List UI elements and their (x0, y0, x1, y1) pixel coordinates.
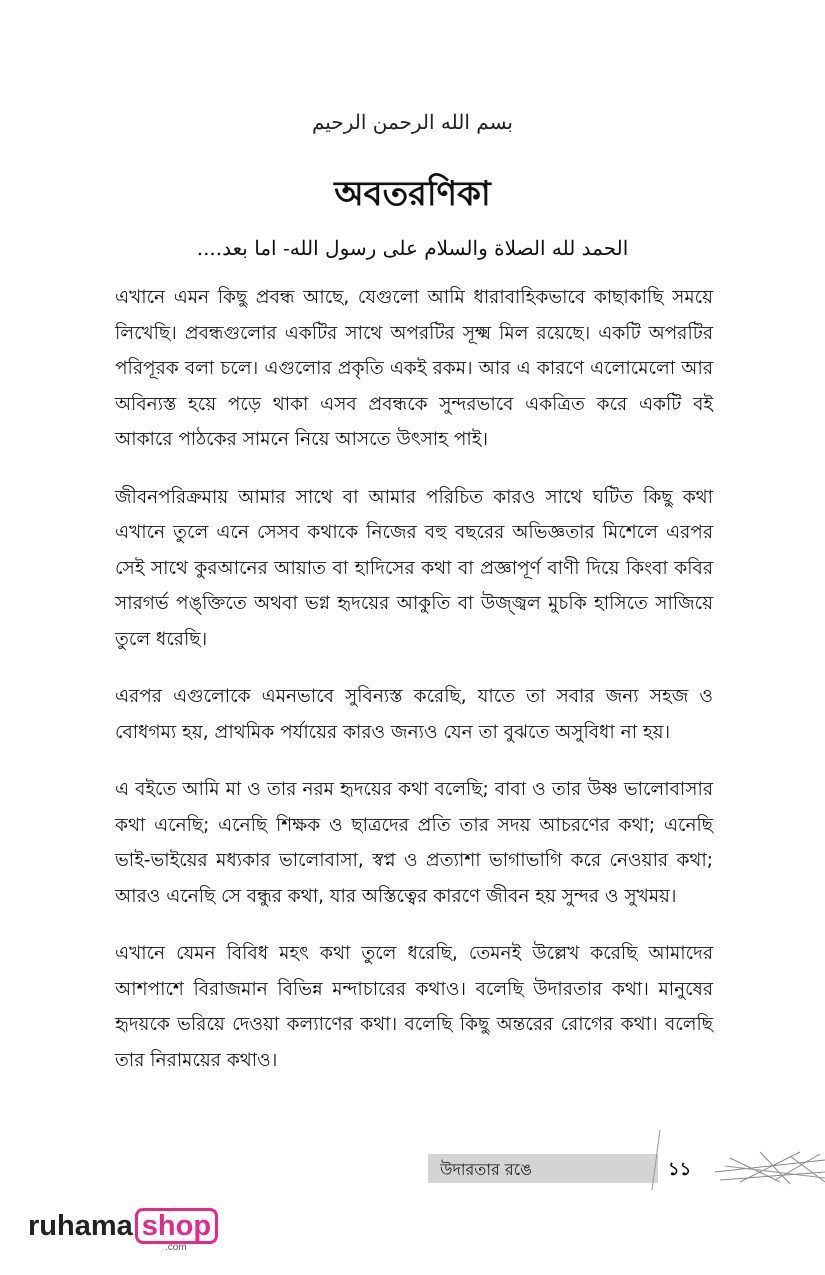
paragraph: এখানে যেমন বিবিধ মহৎ কথা তুলে ধরেছি, তেমনই উল্লেখ করেছি আমাদের আশপাশে বিরাজমান বিভিন্ন মন্দাচারের কথাও। বলেছি উদারতার কথা। মানুষের হৃদয়কে ভরিয়ে দেওয়া কল্যাণের কথা। বলেছি কিছু অন্তরের রোগের কথা। বলেছি তার নিরাময়ের কথাও। (115, 943, 713, 1071)
paragraph: এ বইতে আমি মা ও তার নরম হৃদয়ের কথা বলেছি; বাবা ও তার উষ্ণ ভালোবাসার কথা এনেছি; এনেছি শিক্ষক ও ছাত্রদের প্রতি তার সদয় আচরণের কথা; এনেছি ভাই-ভাইয়ের মধ্যকার ভালোবাসা, স্বপ্ন ও প্রত্যাশা ভাগাভাগি করে নেওয়ার কথা; আরও এনেছি সে বন্ধুর কথা, যার অস্তিত্বের কারণে জীবন হয় সুন্দর ও সুখময়। (115, 779, 713, 907)
paragraph: জীবনপরিক্রমায় আমার সাথে বা আমার পরিচিত কারও সাথে ঘটিত কিছু কথা এখানে তুলে এনে সেসব কথাকে নিজের বহু বছরের অভিজ্ঞতার মিশেলে এরপর সেই সাথে কুরআনের আয়াত বা হাদিসের কথা বা প্রজ্ঞাপূর্ণ বাণী দিয়ে কিংবা কবির সারগর্ভ পঙ্‌ক্তিতে অথবা ভগ্ন হৃদয়ের আকুতি বা উজ্জ্বল মুচকি হাসিতে সাজিয়ে তুলে ধরেছি। (115, 486, 713, 650)
page-number: ১১ (668, 1159, 692, 1180)
body-text (115, 280, 713, 1100)
chapter-title: অবতরণিকা (334, 174, 491, 214)
decorative-lines-icon (640, 1130, 825, 1200)
paragraph: এখানে এমন কিছু প্রবন্ধ আছে, যেগুলো আমি ধারাবাহিকভাবে কাছাকাছি সময়ে লিখেছি। প্রবন্ধগুলোর একটির সাথে অপরটির সূক্ষ্ম মিল রয়েছে। একটি অপরটির পরিপূরক বলা চলে। এগুলোর প্রকৃতি একই রকম। আর এ কারণে এলোমেলো আর অবিন্যস্ত হয়ে পড়ে থাকা এসব প্রবন্ধকে সুন্দরভাবে একত্রিত করে একটি বই আকারে পাঠকের সামনে নিয়ে আসতে উৎসাহ পাই। (115, 287, 713, 450)
logo-domain: .com (165, 1242, 187, 1253)
bismillah-calligraphy: بسم الله الرحمن الرحيم (311, 110, 513, 134)
logo-word-shop: shop (135, 1208, 218, 1244)
running-footer-title: উদারতার রঙে (440, 1160, 532, 1179)
arabic-invocation: الحمد لله الصلاة والسلام على رسول الله- اما بعد.... (196, 236, 629, 260)
logo-word-ruhama: ruhama (28, 1210, 133, 1242)
paragraph: এরপর এগুলোকে এমনভাবে সুবিন্যস্ত করেছি, যাতে তা সবার জন্য সহজ ও বোধগম্য হয়, প্রাথমিক পর্যায়ের কারও জন্যও যেন তা বুঝতে অসুবিধা না হয়। (115, 686, 713, 743)
ruhamashop-logo (28, 1208, 218, 1253)
